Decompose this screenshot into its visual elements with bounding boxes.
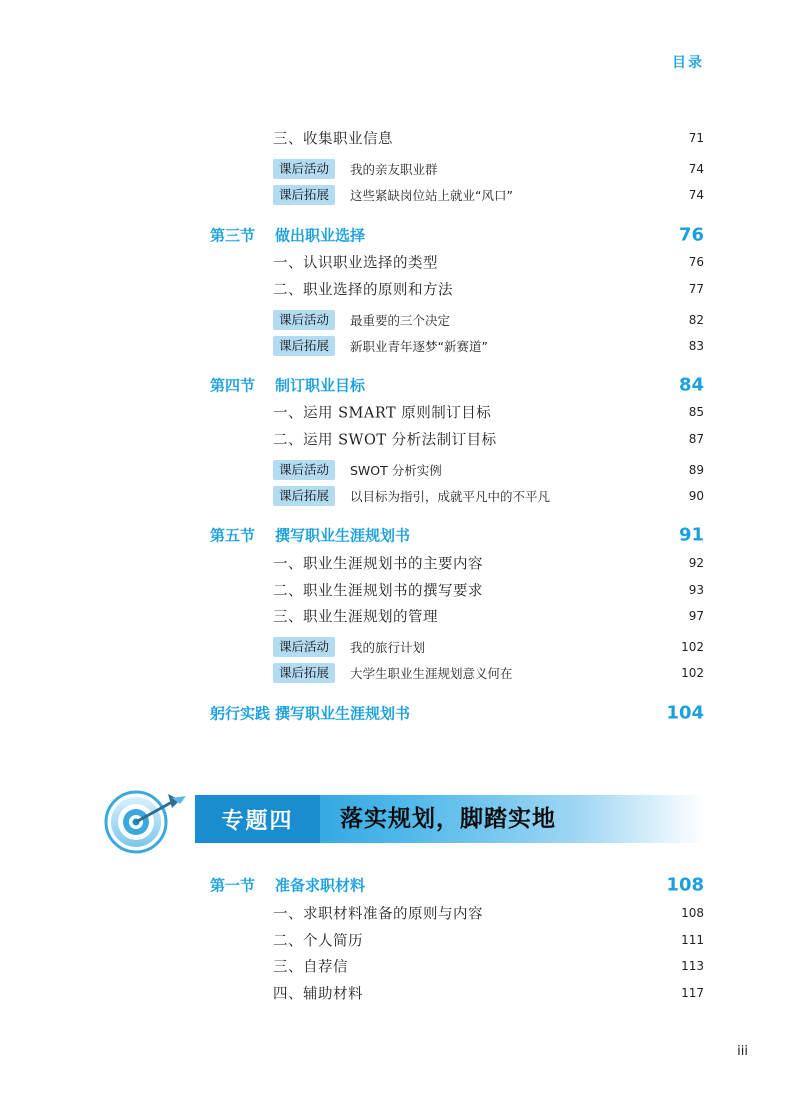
section-page-number: 84: [678, 374, 704, 396]
section-page-number: 108: [666, 874, 704, 896]
activity-title[interactable]: 我的亲友职业群: [350, 162, 438, 177]
toc-subsection-entry: [0, 603, 800, 629]
subsection-page-number: 71: [688, 131, 704, 145]
section-page-number: 104: [666, 702, 704, 724]
toc-activity-entry: [0, 307, 800, 333]
toc-subsection-entry: [0, 249, 800, 275]
subsection-title[interactable]: 三、收集职业信息: [273, 131, 393, 148]
subsection-page-number: 113: [681, 959, 704, 973]
subsection-title[interactable]: 四、辅助材料: [273, 986, 363, 1003]
subsection-page-number: 92: [688, 556, 704, 570]
activity-tag: 课后活动: [273, 159, 335, 179]
target-icon: [100, 780, 210, 860]
subsection-title[interactable]: 三、自荐信: [273, 959, 348, 976]
subsection-page-number: 93: [688, 583, 704, 597]
toc-activity-entry: [0, 660, 800, 686]
toc-subsection-entry: [0, 426, 800, 452]
activity-title[interactable]: 新职业青年逐梦“新赛道”: [350, 339, 488, 354]
activity-title[interactable]: 这些紧缺岗位站上就业“风口”: [350, 188, 513, 203]
section-label: 第五节: [210, 526, 256, 545]
activity-tag: 课后拓展: [273, 486, 335, 506]
section-label: 第一节: [210, 876, 256, 895]
toc-activity-entry: [0, 457, 800, 483]
activity-page-number: 74: [688, 162, 704, 176]
activity-tag: 课后活动: [273, 460, 335, 480]
toc-activity-entry: [0, 182, 800, 208]
activity-page-number: 102: [681, 640, 704, 654]
running-header-title: 目录: [672, 55, 704, 71]
subsection-page-number: 77: [688, 282, 704, 296]
toc-section-entry: [0, 872, 800, 898]
activity-title[interactable]: 最重要的三个决定: [350, 313, 451, 328]
page-number: iii: [737, 1044, 748, 1059]
subsection-page-number: 111: [681, 933, 704, 947]
subsection-title[interactable]: 二、职业生涯规划书的撰写要求: [273, 583, 483, 600]
subsection-page-number: 76: [688, 255, 704, 269]
activity-tag: 课后拓展: [273, 663, 335, 683]
toc-section-entry: [0, 372, 800, 398]
activity-page-number: 83: [688, 339, 704, 353]
section-title[interactable]: 撰写职业生涯规划书: [275, 704, 411, 723]
topic-number: 专题四: [195, 795, 320, 843]
toc-subsection-entry: [0, 953, 800, 979]
subsection-title[interactable]: 三、职业生涯规划的管理: [273, 609, 438, 626]
section-label: 躬行实践: [210, 704, 271, 723]
activity-tag: 课后活动: [273, 637, 335, 657]
subsection-page-number: 108: [681, 906, 704, 920]
toc-section-entry: [0, 222, 800, 248]
subsection-page-number: 87: [688, 432, 704, 446]
section-title[interactable]: 准备求职材料: [275, 876, 366, 895]
toc-subsection-entry: [0, 125, 800, 151]
toc-section-entry: [0, 700, 800, 726]
topic-title: 落实规划，脚踏实地: [340, 806, 556, 832]
toc-activity-entry: [0, 634, 800, 660]
section-label: 第四节: [210, 376, 256, 395]
toc-activity-entry: [0, 333, 800, 359]
topic-banner: [100, 780, 705, 860]
toc-subsection-entry: [0, 550, 800, 576]
subsection-title[interactable]: 一、职业生涯规划书的主要内容: [273, 556, 483, 573]
activity-page-number: 82: [688, 313, 704, 327]
activity-title[interactable]: SWOT 分析实例: [350, 463, 442, 478]
subsection-title[interactable]: 二、运用 SWOT 分析法制订目标: [273, 432, 497, 449]
subsection-title[interactable]: 一、运用 SMART 原则制订目标: [273, 405, 492, 422]
section-label: 第三节: [210, 226, 256, 245]
toc-subsection-entry: [0, 980, 800, 1006]
section-title[interactable]: 做出职业选择: [275, 226, 366, 245]
activity-title[interactable]: 我的旅行计划: [350, 640, 426, 655]
section-page-number: 91: [678, 524, 704, 546]
section-title[interactable]: 制订职业目标: [275, 376, 366, 395]
subsection-title[interactable]: 二、职业选择的原则和方法: [273, 282, 453, 299]
toc-subsection-entry: [0, 276, 800, 302]
subsection-page-number: 97: [688, 609, 704, 623]
section-title[interactable]: 撰写职业生涯规划书: [275, 526, 411, 545]
subsection-title[interactable]: 一、求职材料准备的原则与内容: [273, 906, 483, 923]
toc-subsection-entry: [0, 927, 800, 953]
toc-subsection-entry: [0, 900, 800, 926]
section-page-number: 76: [678, 224, 704, 246]
subsection-title[interactable]: 一、认识职业选择的类型: [273, 255, 438, 272]
toc-subsection-entry: [0, 399, 800, 425]
toc-section-entry: [0, 522, 800, 548]
toc-subsection-entry: [0, 577, 800, 603]
activity-page-number: 90: [688, 489, 704, 503]
toc-activity-entry: [0, 156, 800, 182]
activity-tag: 课后拓展: [273, 336, 335, 356]
subsection-title[interactable]: 二、个人简历: [273, 933, 363, 950]
subsection-page-number: 85: [688, 405, 704, 419]
activity-tag: 课后活动: [273, 310, 335, 330]
activity-page-number: 74: [688, 188, 704, 202]
activity-page-number: 89: [688, 463, 704, 477]
toc-activity-entry: [0, 483, 800, 509]
activity-title[interactable]: 以目标为指引，成就平凡中的不平凡: [350, 489, 551, 504]
subsection-page-number: 117: [681, 986, 704, 1000]
activity-tag: 课后拓展: [273, 185, 335, 205]
activity-title[interactable]: 大学生职业生涯规划意义何在: [350, 666, 513, 681]
activity-page-number: 102: [681, 666, 704, 680]
